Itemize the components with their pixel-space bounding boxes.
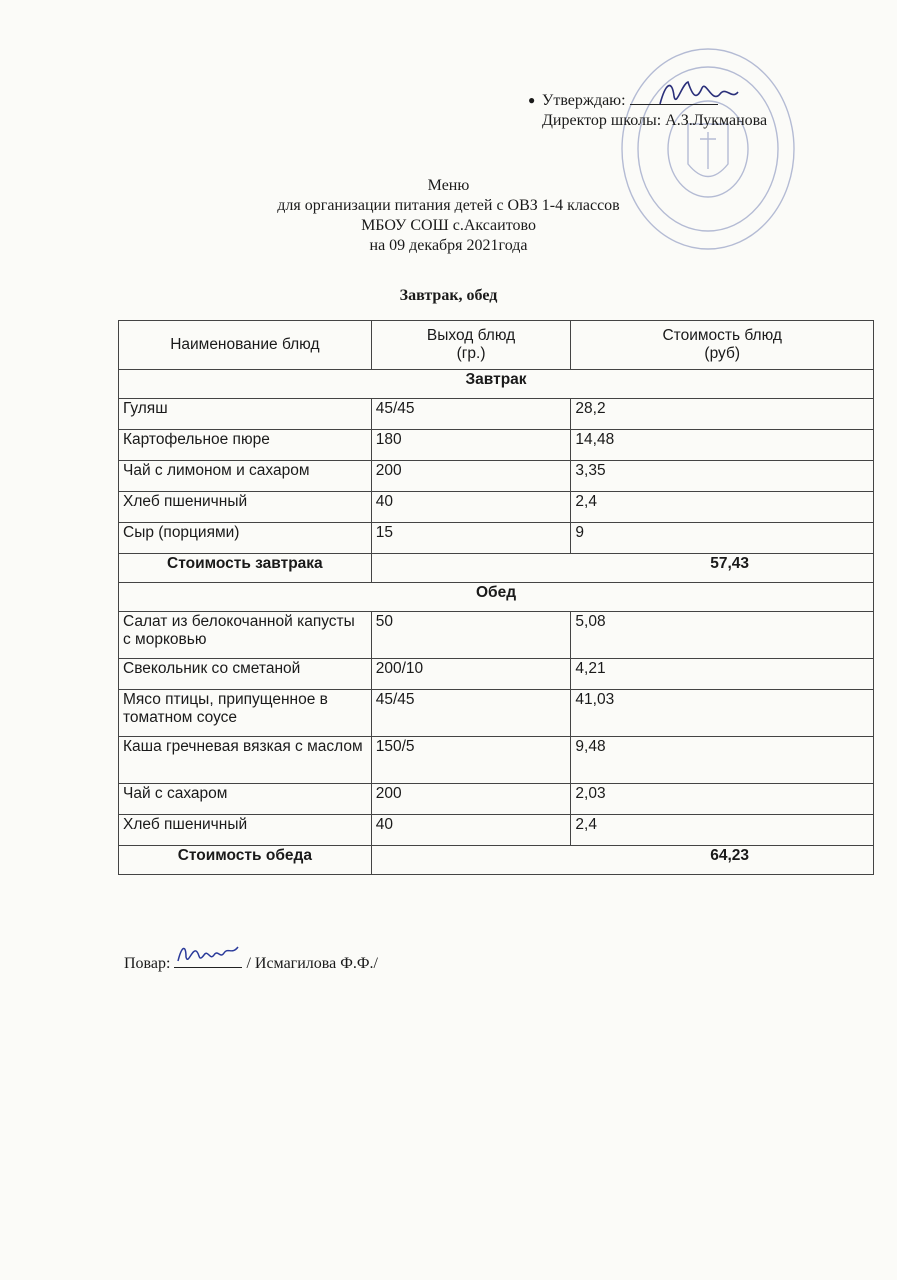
bullet-icon: ● [528, 93, 536, 107]
breakfast-total-value: 57,43 [371, 554, 873, 583]
approval-block [528, 90, 767, 131]
table-row: Свекольник со сметаной 200/10 4,21 [119, 659, 874, 690]
cook-signature-line [124, 949, 378, 973]
col-cost: Стоимость блюд (руб) [571, 321, 874, 370]
breakfast-total-row [119, 554, 874, 583]
cook-label: Повар: [124, 955, 171, 972]
director-line [528, 111, 767, 131]
approval-line [528, 90, 767, 111]
menu-table [118, 320, 874, 875]
cook-name: / Исмагилова Ф.Ф./ [246, 955, 378, 972]
table-row: Картофельное пюре 180 14,48 [119, 430, 874, 461]
table-row: Хлеб пшеничный 40 2,4 [119, 815, 874, 846]
table-row: Салат из белокочанной капусты с морковью 50 5,08 [119, 612, 874, 659]
col-yield: Выход блюд (гр.) [371, 321, 571, 370]
director-label: Директор школы: [542, 112, 662, 129]
table-row: Гуляш 45/45 28,2 [119, 399, 874, 430]
cook-signature-scribble [174, 941, 242, 967]
lunch-total-row [119, 846, 874, 875]
document-header [0, 176, 897, 256]
lunch-total-value: 64,23 [371, 846, 873, 875]
table-row: Каша гречневая вязкая с маслом 150/5 9,48 [119, 737, 874, 784]
breakfast-total-label: Стоимость завтрака [119, 554, 372, 583]
signature-line [630, 90, 718, 105]
director-name: А.З.Лукманова [665, 112, 768, 129]
approve-label: Утверждаю: [542, 92, 626, 109]
table-row: Чай с сахаром 200 2,03 [119, 784, 874, 815]
meal-subtitle: Завтрак, обед [399, 287, 498, 304]
lunch-total-label: Стоимость обеда [119, 846, 372, 875]
table-row: Хлеб пшеничный 40 2,4 [119, 492, 874, 523]
section-breakfast: Завтрак [119, 370, 874, 399]
cook-signature [174, 949, 242, 968]
section-lunch: Обед [119, 583, 874, 612]
table-header-row [119, 321, 874, 370]
menu-title: Меню [427, 177, 470, 194]
menu-purpose: для организации питания детей с ОВЗ 1-4 классов [277, 197, 620, 214]
col-dish-name: Наименование блюд [119, 321, 372, 370]
table-row: Чай с лимоном и сахаром 200 3,35 [119, 461, 874, 492]
table-row: Мясо птицы, припущенное в томатном соусе 45/45 41,03 [119, 690, 874, 737]
school-name: МБОУ СОШ с.Аксаитово [361, 217, 536, 234]
table-row: Сыр (порциями) 15 9 [119, 523, 874, 554]
menu-date: на 09 декабря 2021года [369, 237, 528, 254]
